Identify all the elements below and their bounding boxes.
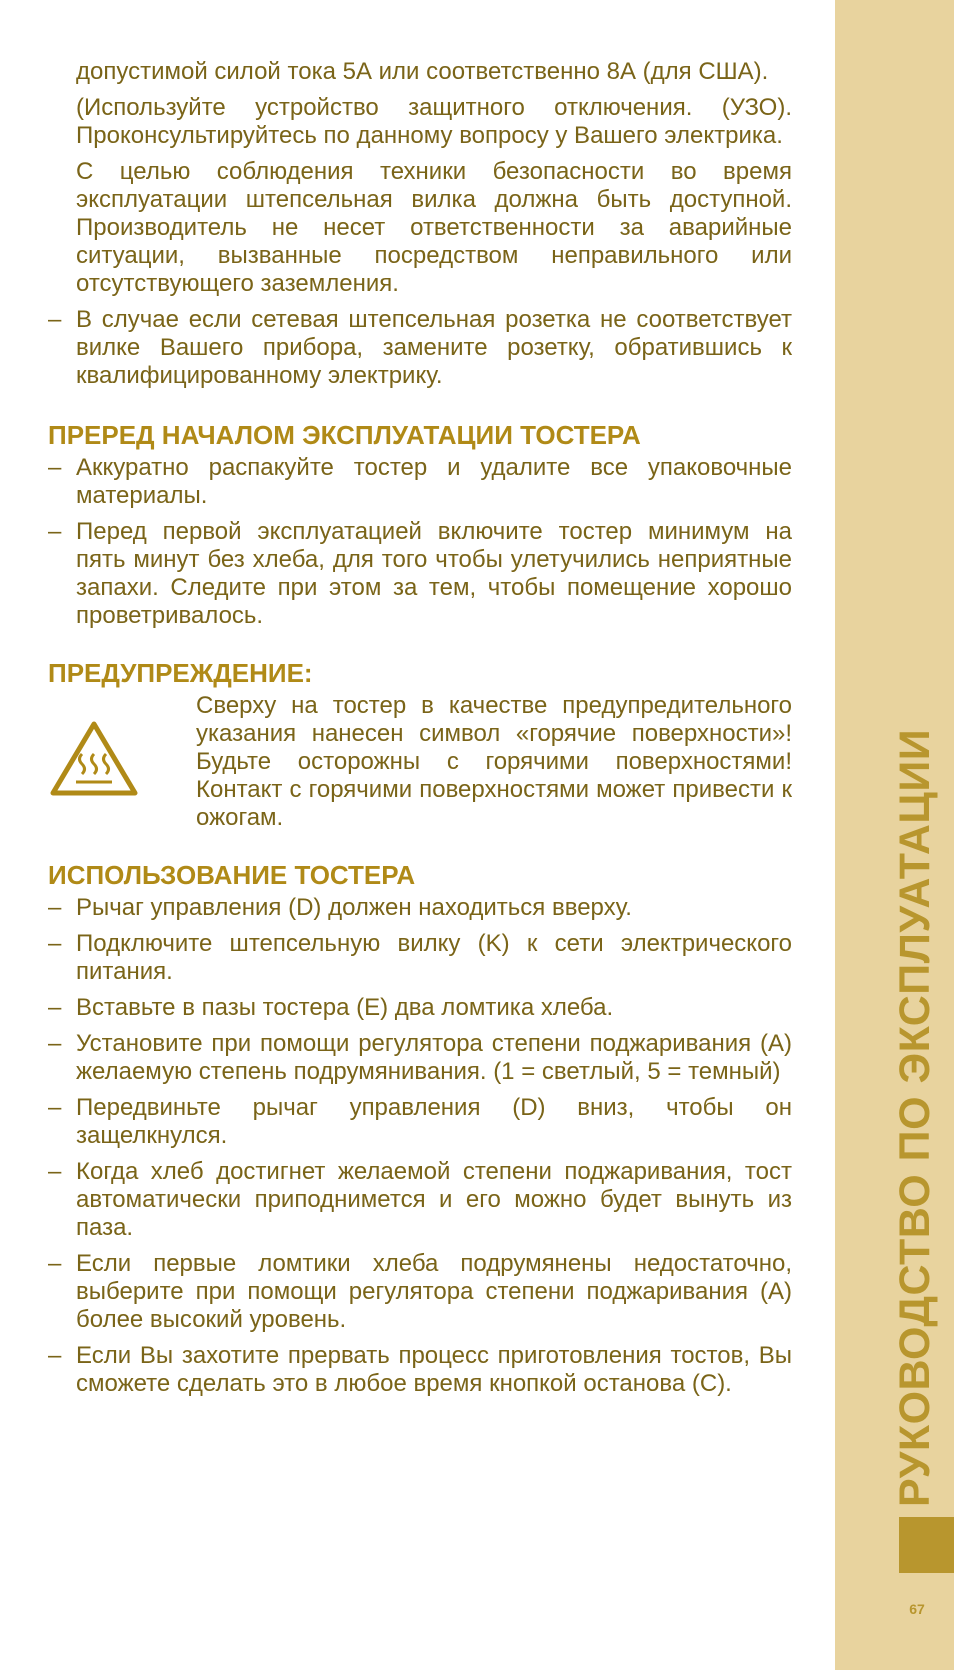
list-item-text: Если Вы захотите прервать процесс приготовления тостов, Вы сможете сделать это в любое время кнопкой останова (C).	[76, 1342, 792, 1397]
list-item	[48, 1250, 792, 1334]
page-number: 67	[909, 1601, 925, 1617]
list-item-text: Если первые ломтики хлеба подрумянены недостаточно, выберите при помощи регулятора степени поджаривания (A) более высокий уровень.	[76, 1250, 792, 1333]
list-dash: –	[48, 454, 62, 481]
manual-content	[48, 58, 792, 1406]
section-heading-usage: ИСПОЛЬЗОВАНИЕ ТОСТЕРА	[48, 860, 416, 890]
list-dash: –	[48, 994, 62, 1021]
sidebar-accent-block	[899, 1517, 954, 1573]
list-item	[48, 1342, 792, 1398]
sidebar-title: РУКОВОДСТВО ПО ЭКСПЛУАТАЦИИ	[891, 728, 939, 1507]
list-item	[48, 1158, 792, 1242]
list-dash: –	[48, 1342, 62, 1369]
list-item-text: Перед первой эксплуатацией включите тостер минимум на пять минут без хлеба, для того чтобы улетучились неприятные запахи. Следите при этом за тем, чтобы помещение хорошо проветривалось.	[76, 518, 792, 629]
section-heading-before-use: ПРЕРЕД НАЧАЛОМ ЭКСПЛУАТАЦИИ ТОСТЕРА	[48, 420, 641, 450]
list-dash: –	[48, 1158, 62, 1185]
list-item-text: Рычаг управления (D) должен находиться вверху.	[76, 894, 632, 921]
paragraph: (Используйте устройство защитного отключения. (УЗО). Проконсультируйтесь по данному вопросу у Вашего электрика.	[76, 94, 792, 149]
list-dash: –	[48, 1030, 62, 1057]
section-heading-warning: ПРЕДУПРЕЖДЕНИЕ:	[48, 658, 313, 688]
list-item-text: Аккуратно распакуйте тостер и удалите все упаковочные материалы.	[76, 454, 792, 509]
list-item	[48, 994, 792, 1022]
list-item-text: Передвиньте рычаг управления (D) вниз, чтобы он защелкнулся.	[76, 1094, 792, 1149]
list-item-text: Когда хлеб достигнет желаемой степени поджаривания, тост автоматически приподнимется и его можно будет вынуть из паза.	[76, 1158, 792, 1241]
list-dash: –	[48, 894, 62, 921]
list-item	[48, 454, 792, 510]
list-item	[48, 1094, 792, 1150]
list-dash: –	[48, 306, 62, 333]
list-item	[48, 1030, 792, 1086]
paragraph: С целью соблюдения техники безопасности во время эксплуатации штепсельная вилка должна быть доступной. Производитель не несет ответственности за аварийные ситуации, вызванные посредством неправильного или отсутствующего заземления.	[76, 158, 792, 297]
warning-text: Сверху на тостер в качестве предупредительного указания нанесен символ «горячие поверхности»! Будьте осторожны с горячими поверхностями! Контакт с горячими поверхностями может привести к ожогам.	[196, 692, 792, 831]
list-dash: –	[48, 518, 62, 545]
list-item-text: Установите при помощи регулятора степени поджаривания (A) желаемую степень подрумянивания. (1 = светлый, 5 = темный)	[76, 1030, 792, 1085]
list-item-text: Вставьте в пазы тостера (E) два ломтика хлеба.	[76, 994, 614, 1021]
sidebar	[835, 0, 954, 1670]
list-dash: –	[48, 930, 62, 957]
list-dash: –	[48, 1094, 62, 1121]
list-item	[48, 306, 792, 390]
list-item	[48, 894, 792, 922]
list-item-text: В случае если сетевая штепсельная розетка не соответствует вилке Вашего прибора, замените розетку, обратившись к квалифицированному электрику.	[76, 306, 792, 389]
list-item-text: Подключите штепсельную вилку (K) к сети электрического питания.	[76, 930, 792, 985]
list-dash: –	[48, 1250, 62, 1277]
warning-block	[48, 692, 792, 832]
list-item	[48, 518, 792, 630]
paragraph: допустимой силой тока 5А или соответственно 8А (для США).	[76, 58, 769, 85]
sidebar-title-wrap	[835, 0, 954, 1520]
hot-surface-warning-icon	[48, 692, 148, 805]
list-item	[48, 930, 792, 986]
